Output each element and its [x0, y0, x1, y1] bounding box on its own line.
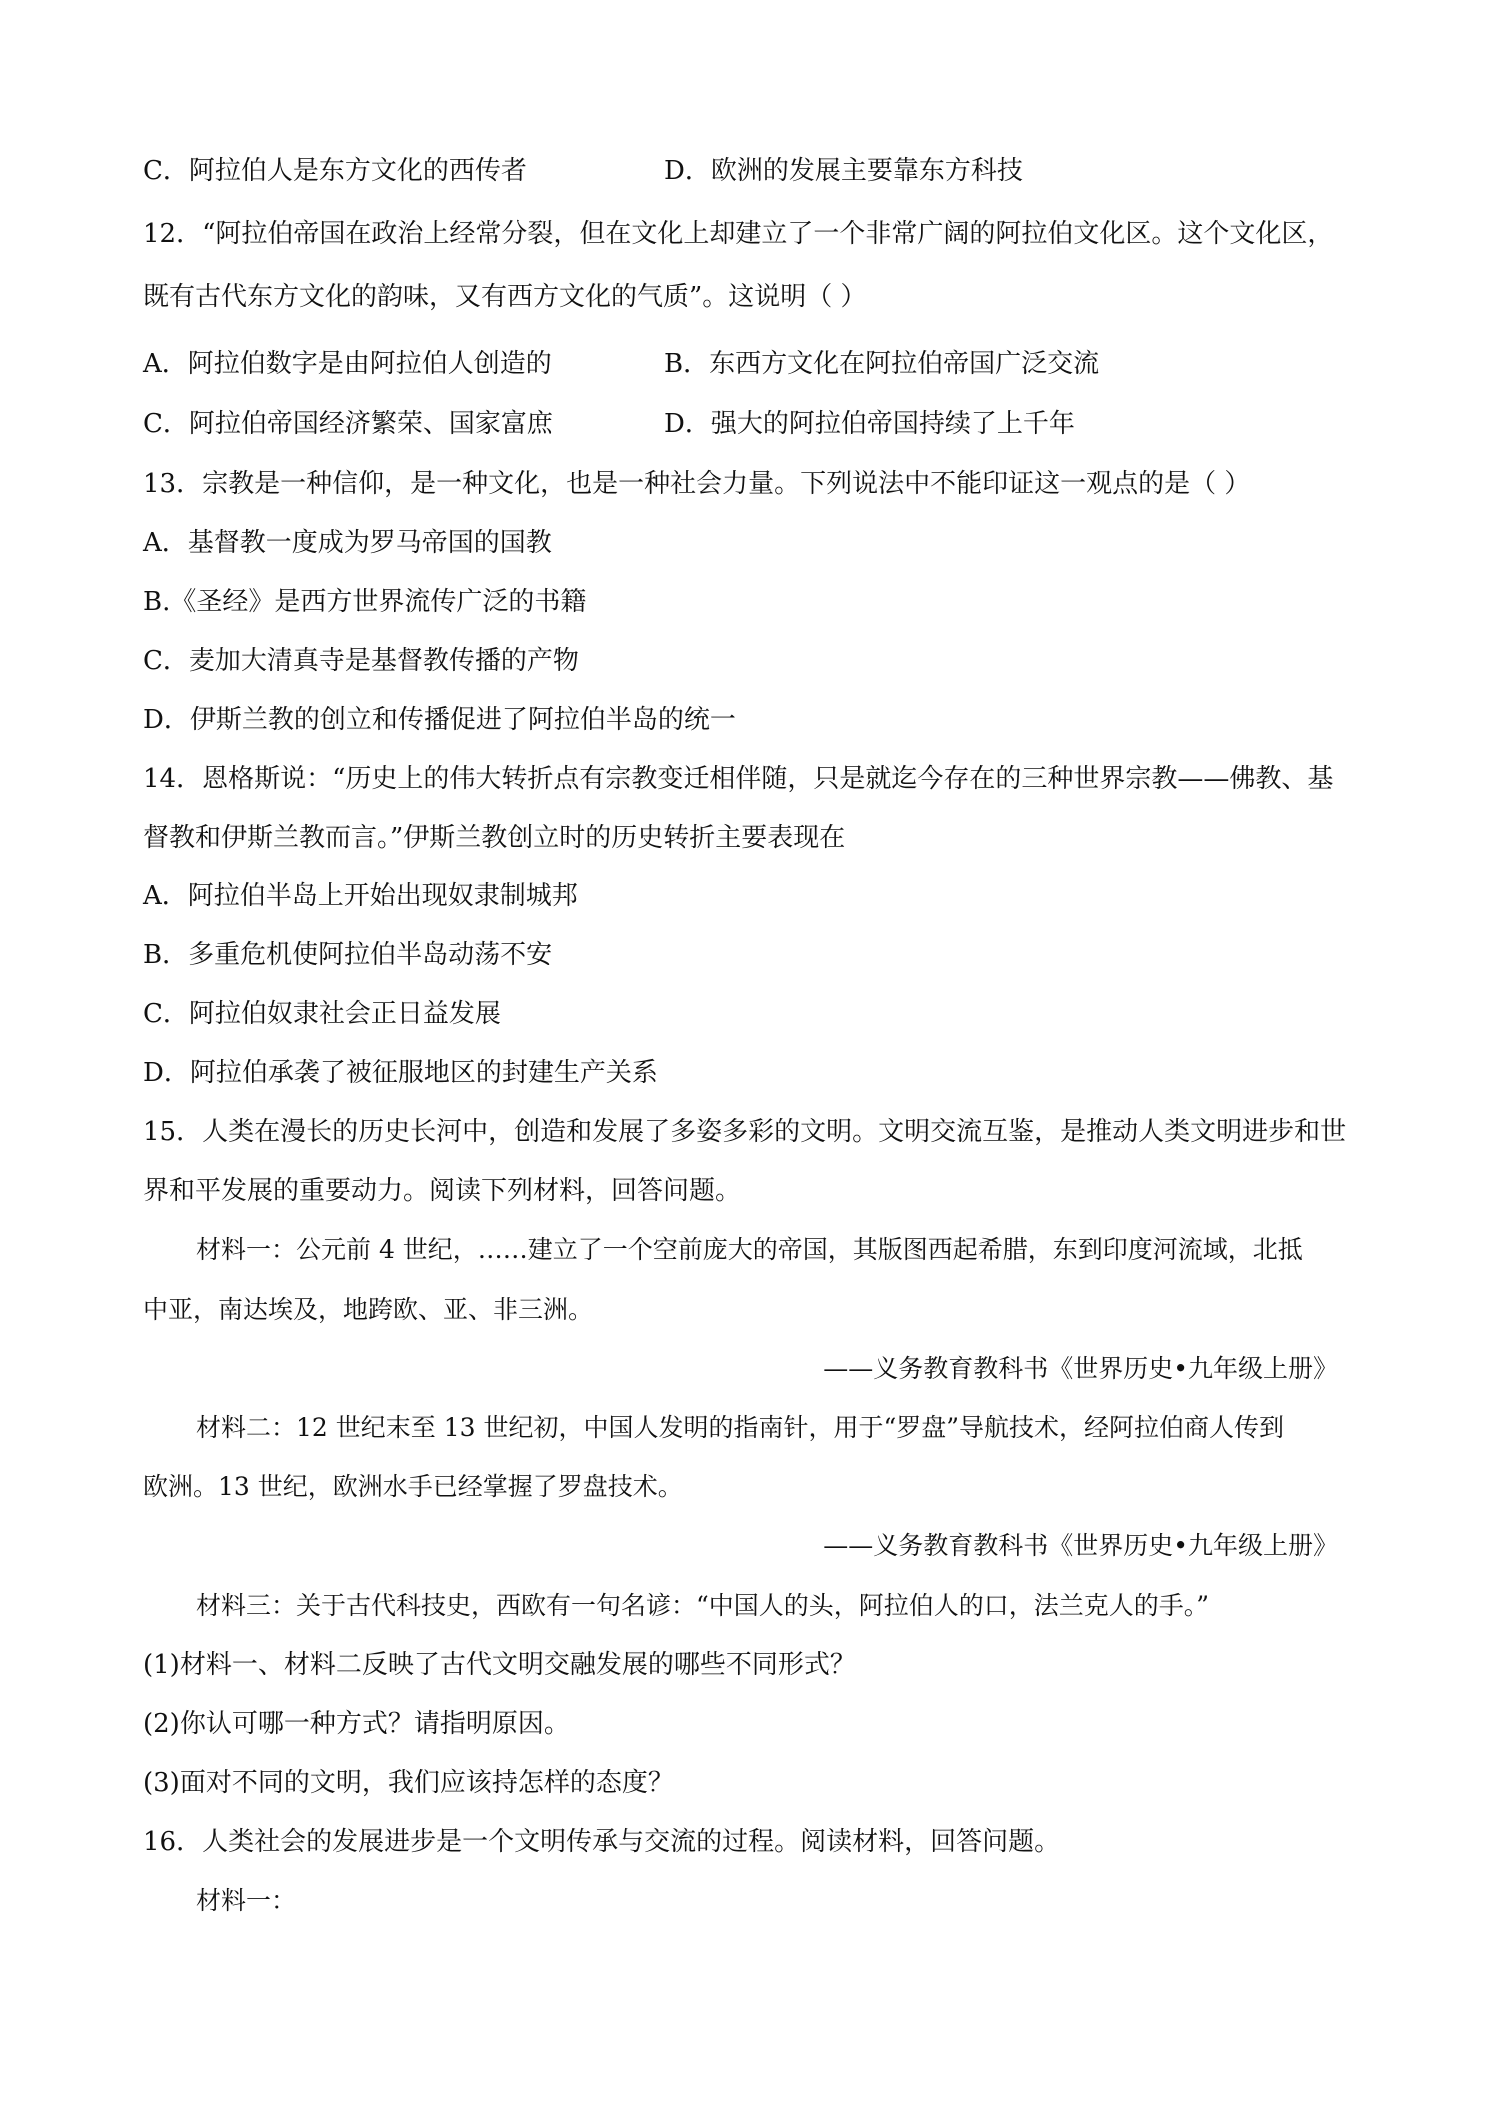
q13-option-b: B.《圣经》是西方世界流传广泛的书籍 [143, 587, 587, 617]
q14-option-d: D．阿拉伯承袭了被征服地区的封建生产关系 [143, 1058, 658, 1088]
q14-stem-line1: 14．恩格斯说：“历史上的伟大转折点有宗教变迁相伴随，只是就迄今存在的三种世界宗教——佛教、基 [143, 764, 1334, 794]
q12-option-c: C．阿拉伯帝国经济繁荣、国家富庶 [143, 409, 553, 439]
q14-option-a: A．阿拉伯半岛上开始出现奴隶制城邦 [143, 881, 578, 911]
q11-option-d: D．欧洲的发展主要靠东方科技 [664, 156, 1023, 186]
q15-subquestion-1: (1)材料一、材料二反映了古代文明交融发展的哪些不同形式？ [143, 1650, 856, 1680]
q13-option-a: A．基督教一度成为罗马帝国的国教 [143, 528, 552, 558]
q12-stem-line1: 12．“阿拉伯帝国在政治上经常分裂，但在文化上却建立了一个非常广阔的阿拉伯文化区。这个文化区， [143, 219, 1334, 249]
q15-stem-line2: 界和平发展的重要动力。阅读下列材料，回答问题。 [143, 1176, 742, 1206]
q12-option-a: A．阿拉伯数字是由阿拉伯人创造的 [143, 349, 552, 379]
q14-option-c: C．阿拉伯奴隶社会正日益发展 [143, 999, 501, 1029]
q14-stem-line2: 督教和伊斯兰教而言。”伊斯兰教创立时的历史转折主要表现在 [143, 823, 846, 853]
q13-option-d: D．伊斯兰教的创立和传播促进了阿拉伯半岛的统一 [143, 705, 736, 735]
q15-material1-line2: 中亚，南达埃及，地跨欧、亚、非三洲。 [143, 1295, 594, 1324]
q15-material3: 材料三：关于古代科技史，西欧有一句名谚：“中国人的头，阿拉伯人的口，法兰克人的手。” [196, 1591, 1210, 1620]
q11-option-c: C．阿拉伯人是东方文化的西传者 [143, 156, 527, 186]
q12-stem-line2: 既有古代东方文化的韵味，又有西方文化的气质”。这说明（ ） [143, 282, 867, 312]
q15-subquestion-2: (2)你认可哪一种方式？请指明原因。 [143, 1709, 570, 1739]
q12-option-d: D．强大的阿拉伯帝国持续了上千年 [664, 409, 1075, 439]
q12-option-b: B．东西方文化在阿拉伯帝国广泛交流 [664, 349, 1100, 379]
q14-option-b: B．多重危机使阿拉伯半岛动荡不安 [143, 940, 553, 970]
q16-material1-label: 材料一： [196, 1886, 297, 1915]
q15-subquestion-3: (3)面对不同的文明，我们应该持怎样的态度？ [143, 1768, 674, 1798]
q15-source1: ——义务教育教科书《世界历史•九年级上册》 [823, 1354, 1338, 1383]
q15-stem-line1: 15．人类在漫长的历史长河中，创造和发展了多姿多彩的文明。文明交流互鉴，是推动人类文明进步和世 [143, 1117, 1347, 1147]
q13-option-c: C．麦加大清真寺是基督教传播的产物 [143, 646, 579, 676]
q15-material2-line1: 材料二：12 世纪末至 13 世纪初，中国人发明的指南针，用于“罗盘”导航技术，经阿拉伯商人传到 [196, 1413, 1285, 1442]
q15-material1-line1: 材料一：公元前 4 世纪，……建立了一个空前庞大的帝国，其版图西起希腊，东到印度河流域，北抵 [196, 1235, 1303, 1264]
q13-stem: 13．宗教是一种信仰，是一种文化，也是一种社会力量。下列说法中不能印证这一观点的是（ ） [143, 469, 1251, 499]
q15-source2: ——义务教育教科书《世界历史•九年级上册》 [823, 1531, 1338, 1560]
q16-stem: 16．人类社会的发展进步是一个文明传承与交流的过程。阅读材料，回答问题。 [143, 1827, 1061, 1857]
q15-material2-line2: 欧洲。13 世纪，欧洲水手已经掌握了罗盘技术。 [143, 1472, 683, 1501]
